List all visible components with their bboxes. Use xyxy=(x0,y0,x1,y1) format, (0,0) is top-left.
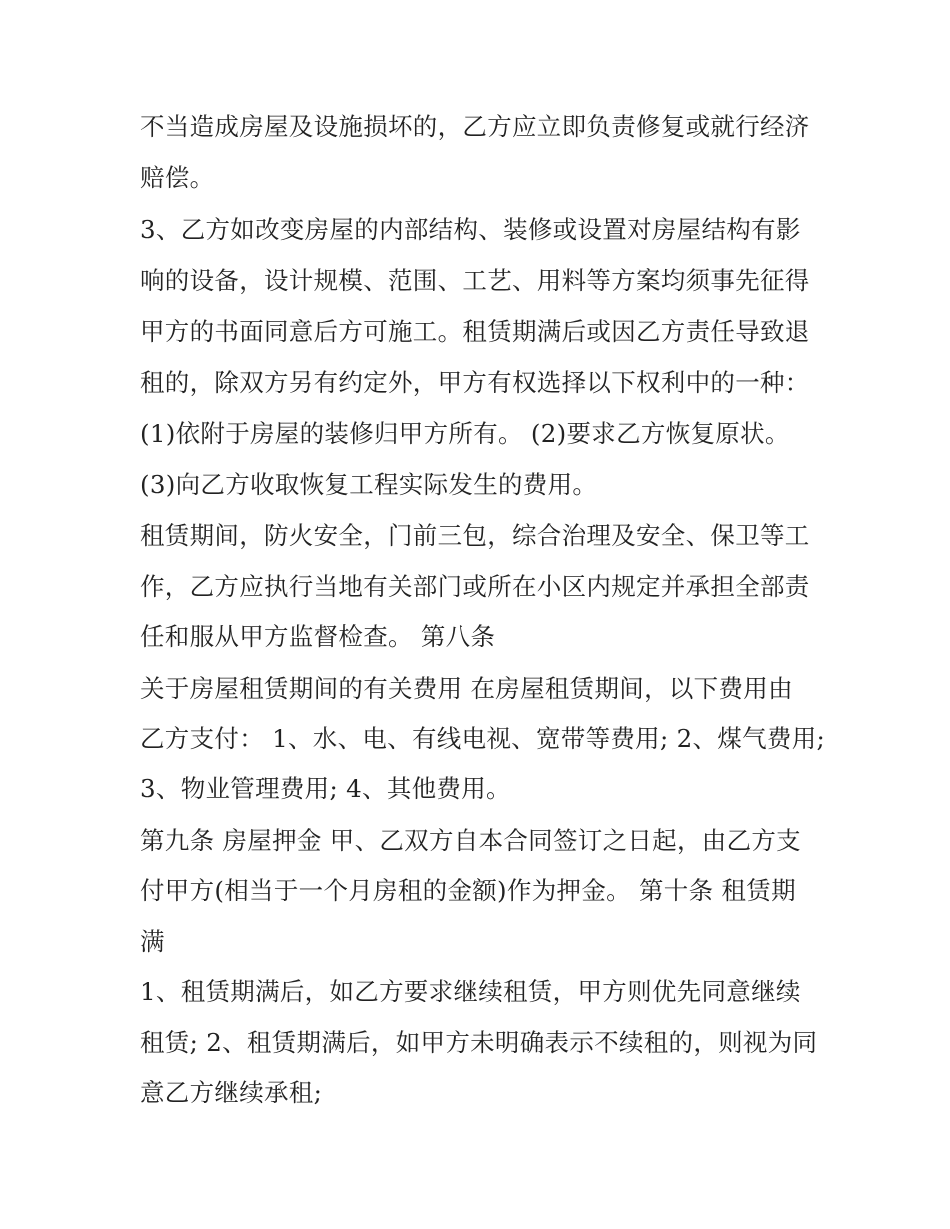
text-line: 作，乙方应执行当地有关部门或所在小区内规定并承担全部责 xyxy=(140,572,810,601)
text-line: 租赁期间，防火安全，门前三包，综合治理及安全、保卫等工 xyxy=(140,521,810,550)
text-line: 赔偿。 xyxy=(140,163,215,192)
text-line: 关于房屋租赁期间的有关费用 在房屋租赁期间，以下费用由 xyxy=(140,674,793,703)
text-line: 3、乙方如改变房屋的内部结构、装修或设置对房屋结构有影 xyxy=(140,215,801,244)
text-line: 租的，除双方另有约定外，甲方有权选择以下权利中的一种： xyxy=(140,368,810,397)
text-line: 响的设备，设计规模、范围、工艺、用料等方案均须事先征得 xyxy=(140,266,810,295)
text-line: (1)依附于房屋的装修归甲方所有。 (2)要求乙方恢复原状。 xyxy=(140,419,790,448)
text-line: 意乙方继续承租; xyxy=(140,1078,323,1107)
text-line: 租赁; 2、租赁期满后，如甲方未明确表示不续租的，则视为同 xyxy=(140,1028,818,1057)
text-line: 任和服从甲方监督检查。 第八条 xyxy=(140,622,496,651)
text-line: 付甲方(相当于一个月房租的金额)作为押金。 第十条 租赁期 xyxy=(140,876,796,905)
text-line: 1、租赁期满后，如乙方要求继续租赁，甲方则优先同意继续 xyxy=(140,977,801,1006)
text-line: 第九条 房屋押金 甲、乙双方自本合同签订之日起，由乙方支 xyxy=(140,826,801,855)
text-line: (3)向乙方收取恢复工程实际发生的费用。 xyxy=(140,470,598,499)
text-line: 甲方的书面同意后方可施工。租赁期满后或因乙方责任导致退 xyxy=(140,317,810,346)
text-line: 满 xyxy=(140,927,165,956)
text-line: 不当造成房屋及设施损坏的，乙方应立即负责修复或就行经济 xyxy=(140,112,810,141)
text-line: 乙方支付： 1、水、电、有线电视、宽带等费用; 2、煤气费用; xyxy=(140,724,826,753)
text-line: 3、物业管理费用; 4、其他费用。 xyxy=(140,774,511,803)
